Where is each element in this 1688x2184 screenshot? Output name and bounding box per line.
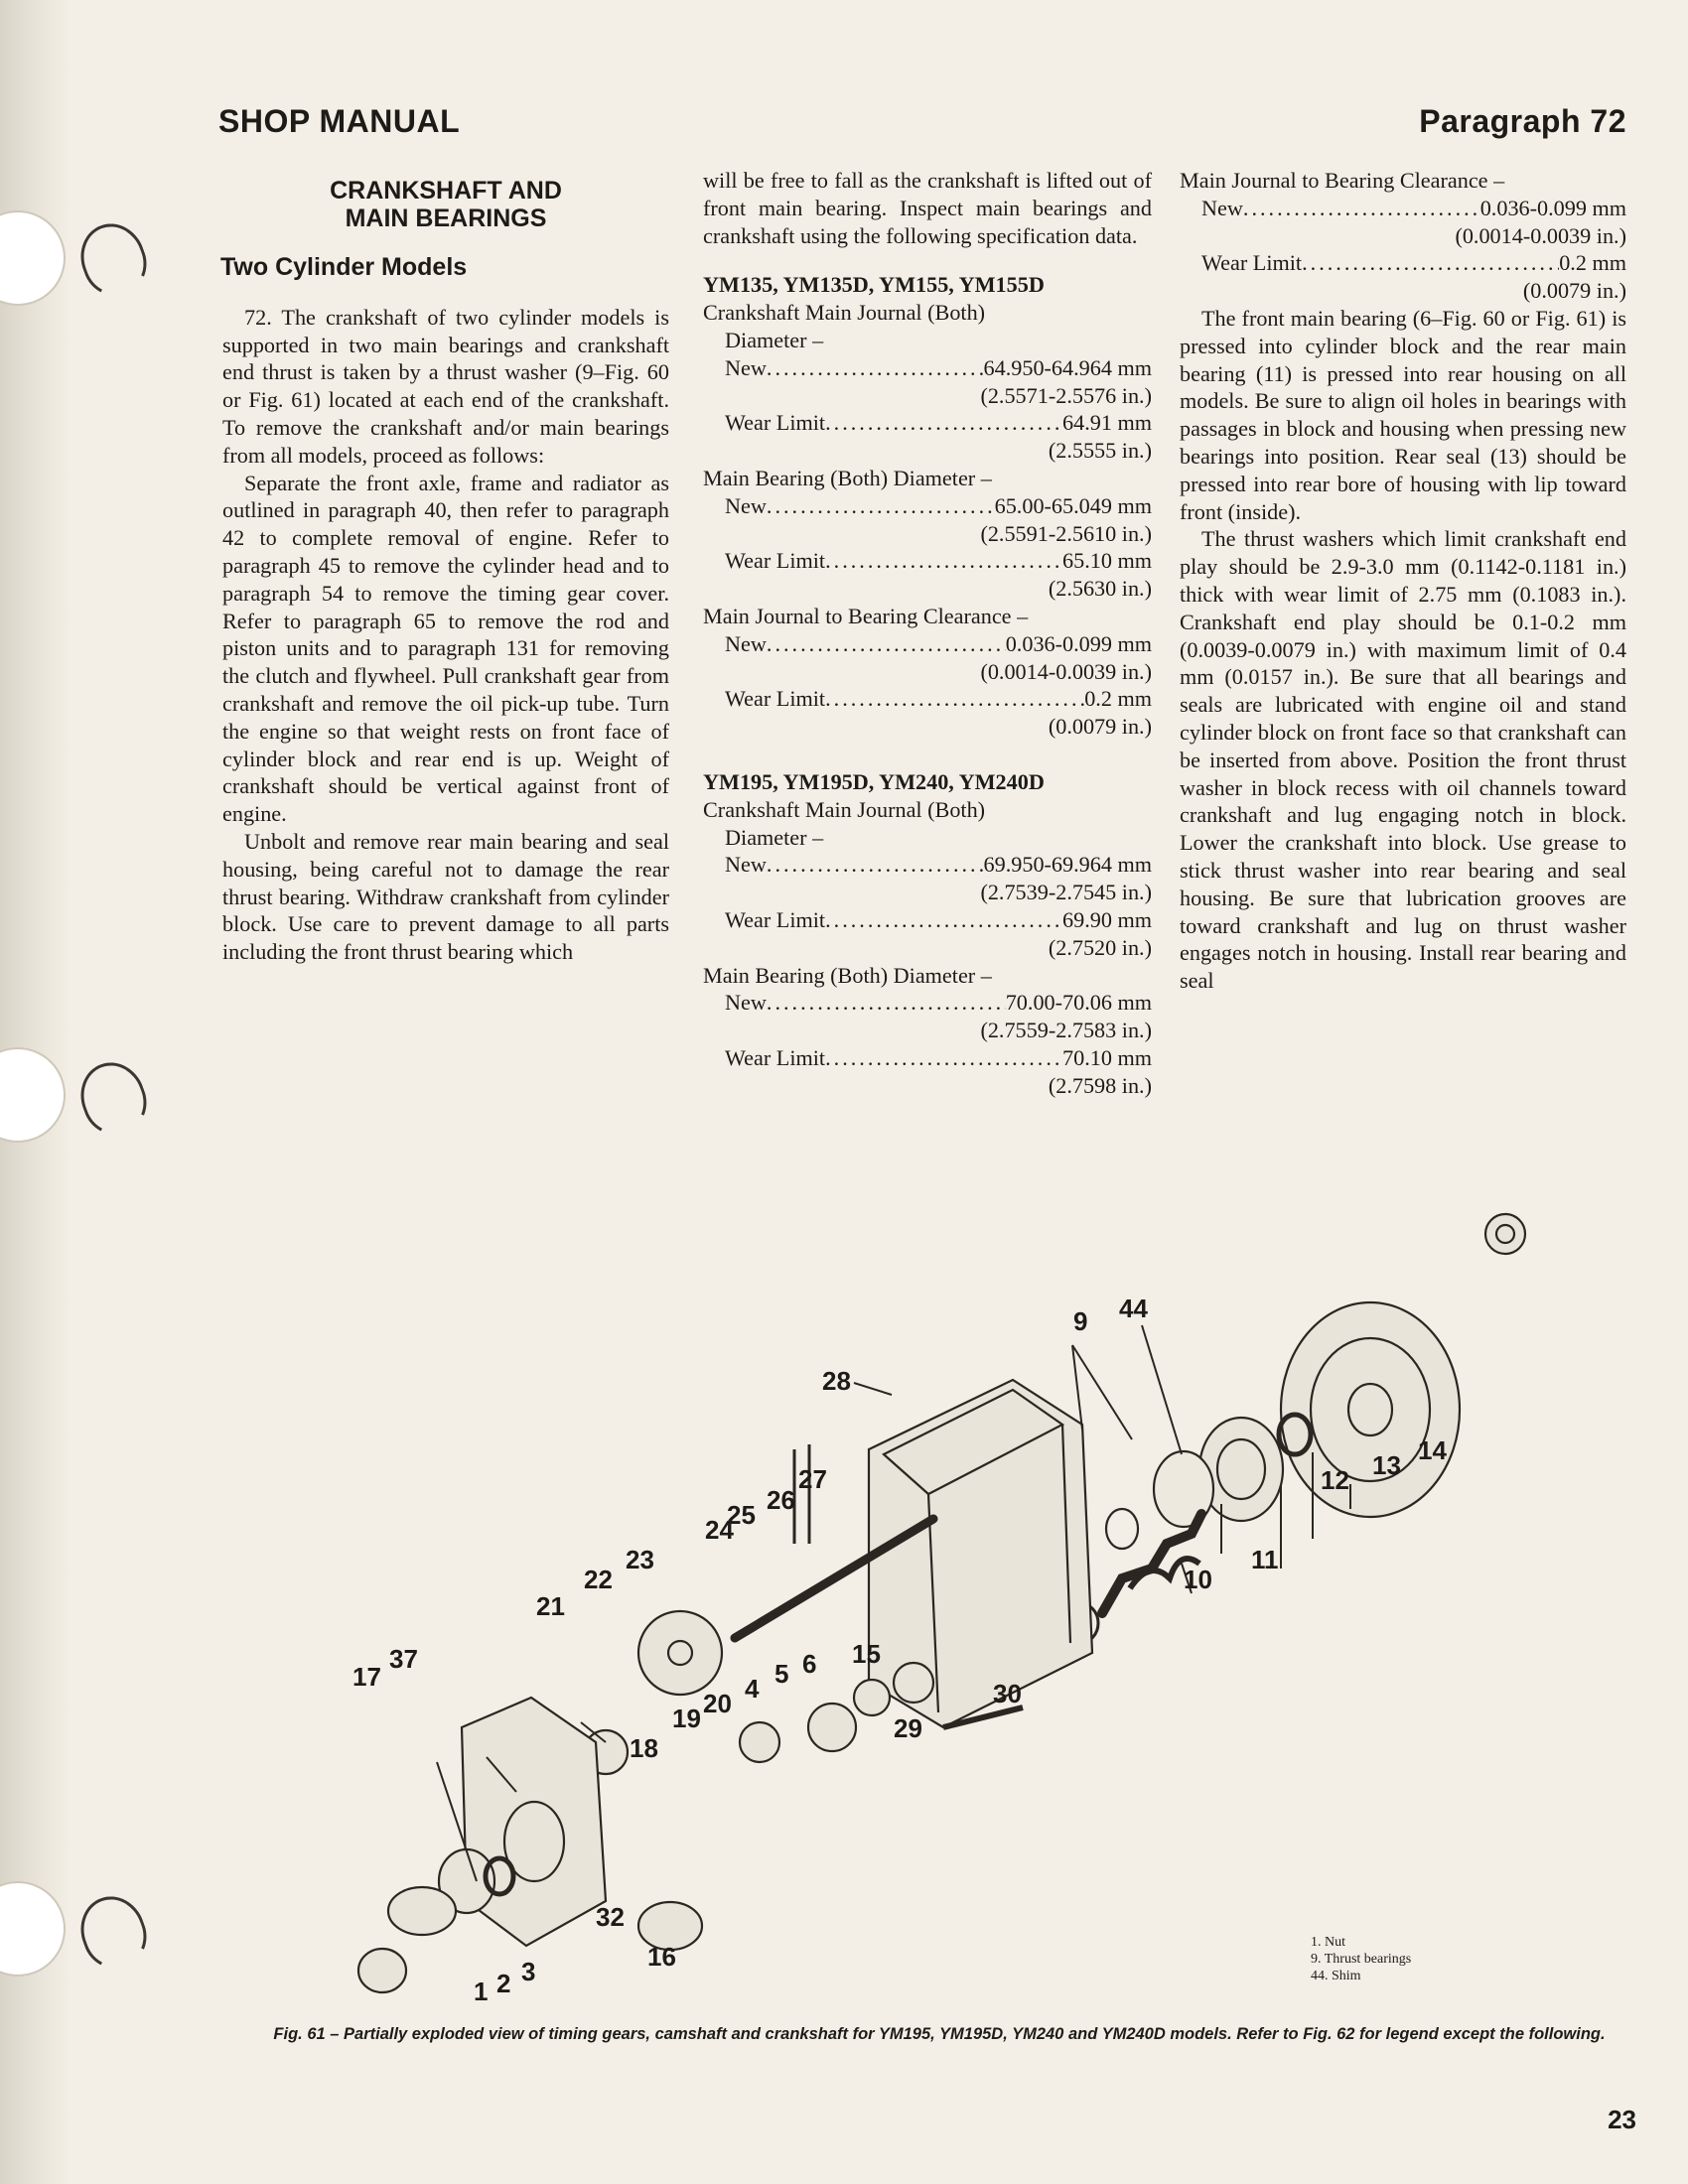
spec-row-label: New (725, 354, 767, 380)
spec-row-label: Wear Limit (725, 1044, 826, 1070)
callout-3: 3 (521, 1957, 536, 1986)
spec-label: Crankshaft Main Journal (Both) (703, 300, 986, 326)
spec-row (1180, 249, 1626, 277)
spec-row (703, 906, 1152, 934)
callout-25: 25 (727, 1500, 756, 1530)
spec-label: Diameter – (725, 327, 824, 352)
spec-row-inches: (2.5571-2.5576 in.) (980, 382, 1152, 408)
spec-model-heading: YM195, YM195D, YM240, YM240D (703, 768, 1045, 794)
callout-21: 21 (536, 1591, 565, 1621)
spec-row-inches: (0.0014-0.0039 in.) (1455, 222, 1626, 248)
spec-row-value: 64.950-64.964 mm (983, 354, 1152, 380)
page-number: 23 (1608, 2105, 1636, 2134)
spec-row-value: 65.00-65.049 mm (994, 492, 1152, 518)
spec-row-value: 0.036-0.099 mm (1479, 195, 1626, 220)
callout-22: 22 (584, 1565, 613, 1594)
hole-reinforcement-mark (71, 1053, 156, 1143)
callout-6: 6 (802, 1649, 817, 1679)
hole-reinforcement-mark (71, 214, 156, 304)
callout-23: 23 (626, 1545, 654, 1574)
spec-row-inches: (2.5591-2.5610 in.) (980, 520, 1152, 546)
section-subtitle: Two Cylinder Models (220, 253, 468, 281)
spec-row (703, 851, 1152, 879)
section-title (222, 177, 669, 232)
paragraph-thrust-washers: The thrust washers which limit crankshaft end play should be 2.9-3.0 mm (0.1142-0.1181 in.) thick with wear limit of 2.75 mm (0.1083 in.). Crankshaft end play should be 0.1-0.2 mm (0.0039-0.0079 in.) with maximum limit of 0.4 mm (0.0157 in.). Be sure that all bearings and seals are lubricated with engine oil and stand cylinder block on front face so that crankshaft can be inserted from above. Position the front thrust washer in block recess with oil channels toward crankshaft and lug engaging notch in block. Lower the crankshaft into block. Use grease to stick thrust washer into rear bearing and seal housing. Be sure that lubrication grooves are toward crankshaft and lug on thrust washer engages notch in housing. Install rear bearing and seal (1180, 526, 1626, 994)
legend-item: 1. Nut (1311, 1935, 1345, 1950)
spec-row-label: New (725, 630, 767, 656)
callout-44: 44 (1119, 1294, 1148, 1323)
spec-row-inches: (2.7598 in.) (1048, 1072, 1152, 1098)
running-header-right: Paragraph 72 (1419, 103, 1626, 139)
column-3 (1180, 167, 1626, 995)
spec-label: Crankshaft Main Journal (Both) (703, 796, 986, 822)
spec-row-label: New (725, 990, 767, 1016)
spec-row-label: Wear Limit (1201, 250, 1303, 276)
spec-row-inches: (2.7539-2.7545 in.) (980, 880, 1152, 905)
spec-row-value: 65.10 mm (1062, 548, 1152, 574)
callout-2: 2 (496, 1969, 511, 1998)
callout-29: 29 (894, 1713, 922, 1743)
flywheel-drawing (1281, 1302, 1460, 1517)
spec-row-inches: (2.7520 in.) (1048, 934, 1152, 960)
callout-27: 27 (798, 1464, 827, 1494)
spec-row-label: New (725, 492, 767, 518)
callout-5: 5 (774, 1659, 789, 1689)
spec-row-label: New (725, 852, 767, 878)
callout-14: 14 (1418, 1435, 1447, 1465)
spec-row-value: 69.950-69.964 mm (983, 852, 1152, 878)
spec-row-inches: (2.5630 in.) (1048, 576, 1152, 602)
spec-row (703, 354, 1152, 382)
spec-row (703, 630, 1152, 658)
paragraph-72-intro: 72. The crankshaft of two cylinder models is supported in two main bearings and crankshaft end thrust is taken by a thrust washer (9–Fig. 60 or Fig. 61) located at each end of the crankshaft. To remove the crankshaft and/or main bearings from all models, proceed as follows: (222, 304, 669, 468)
callout-1: 1 (474, 1977, 489, 2000)
spec-row (703, 989, 1152, 1017)
section-title-line-2: MAIN BEARINGS (345, 205, 547, 232)
callout-20: 20 (703, 1689, 732, 1718)
spec-label: Main Journal to Bearing Clearance – (703, 603, 1029, 628)
spec-label: Main Bearing (Both) Diameter – (703, 962, 992, 988)
legend-item: 44. Shim (1311, 1969, 1361, 1983)
spec-model-heading: YM135, YM135D, YM155, YM155D (703, 272, 1045, 298)
spec-row-value: 0.036-0.099 mm (1005, 630, 1152, 656)
spec-label: Main Bearing (Both) Diameter – (703, 465, 992, 490)
spec-row-value: 70.10 mm (1062, 1044, 1152, 1070)
spec-row (703, 1044, 1152, 1072)
callout-15: 15 (852, 1639, 881, 1669)
exploded-view-diagram (328, 1186, 1579, 2000)
callout-28: 28 (822, 1366, 851, 1396)
callout-10: 10 (1184, 1565, 1212, 1594)
callout-26: 26 (767, 1485, 795, 1515)
figure-legend (1311, 1934, 1411, 1984)
legend-item: 9. Thrust bearings (1311, 1952, 1412, 1967)
column-2 (703, 167, 1152, 1100)
paragraph-bearing-install: The front main bearing (6–Fig. 60 or Fig. 61) is pressed into cylinder block and the rear main bearing (11) is pressed into rear housing on all models. Be sure to align oil holes in bearings with passages in block and housing when pressing new bearings into position. Rear seal (13) should be pressed into rear bore of housing with lip toward front (inside). (1180, 305, 1626, 524)
spec-row-value: 64.91 mm (1062, 410, 1152, 436)
paragraph-rear-housing: Unbolt and remove rear main bearing and seal housing, being careful not to damage the rear thrust bearing. Withdraw crankshaft from cylinder block. Use care to prevent damage to all parts including the front thrust bearing which (222, 828, 669, 965)
gear-cover-drawing (462, 1698, 606, 1946)
spec-row (703, 409, 1152, 437)
callout-19: 19 (672, 1704, 701, 1733)
callout-16: 16 (647, 1942, 676, 1972)
hole-reinforcement-mark (71, 1887, 156, 1977)
callout-12: 12 (1321, 1465, 1349, 1495)
column-1 (222, 169, 669, 966)
paragraph-removal-steps: Separate the front axle, frame and radiator as outlined in paragraph 40, then refer to paragraph 42 to complete removal of engine. Refer to paragraph 45 to remove the cylinder head and to paragraph 54 to remove the timing gear cover. Refer to paragraph 65 to remove the rod and piston units and to paragraph 131 for removing the clutch and flywheel. Pull crankshaft gear from crankshaft and remove the oil pick-up tube. Turn the engine so that weight rests on front face of cylinder block and rear end is up. Weight of crankshaft should be vertical against front of engine. (222, 470, 669, 827)
spec-row-value: 70.00-70.06 mm (1005, 990, 1152, 1016)
callout-13: 13 (1372, 1450, 1401, 1480)
spec-row-inches: (0.0079 in.) (1522, 278, 1626, 304)
callout-24: 24 (705, 1515, 734, 1545)
spec-row (703, 547, 1152, 575)
spec-row (703, 685, 1152, 713)
spec-row-inches: (0.0014-0.0039 in.) (980, 658, 1152, 684)
callout-32: 32 (596, 1902, 625, 1932)
spec-row-label: Wear Limit (725, 906, 826, 932)
paragraph-continued: will be free to fall as the crankshaft is lifted out of front main bearing. Inspect main bearings and crankshaft using the following specification data. (703, 168, 1152, 248)
spec-row-inches: (2.7559-2.7583 in.) (980, 1018, 1152, 1043)
callout-4: 4 (745, 1674, 760, 1704)
callout-9: 9 (1073, 1306, 1088, 1336)
spec-row-label: Wear Limit (725, 410, 826, 436)
callout-11: 11 (1251, 1545, 1279, 1574)
spec-row (1180, 195, 1626, 222)
spec-row-inches: (2.5555 in.) (1048, 438, 1152, 464)
spec-row-value: 69.90 mm (1062, 906, 1152, 932)
callout-18: 18 (630, 1733, 658, 1763)
spec-row-label: New (1201, 195, 1243, 220)
spec-row-value: 0.2 mm (1559, 250, 1626, 276)
spec-row-label: Wear Limit (725, 686, 826, 712)
callout-17: 17 (352, 1662, 381, 1692)
callout-37: 37 (389, 1644, 418, 1674)
spec-row (703, 492, 1152, 520)
running-header-left: SHOP MANUAL (218, 103, 461, 139)
figure-caption: Fig. 61 – Partially exploded view of timing gears, camshaft and crankshaft for YM195, YM195D, YM240 and YM240D models. Refer to Fig. 62 for legend except the following. (273, 2025, 1606, 2043)
callout-30: 30 (993, 1679, 1022, 1708)
spec-row-inches: (0.0079 in.) (1048, 714, 1152, 740)
spec-label: Diameter – (725, 824, 824, 850)
section-title-line-1: CRANKSHAFT AND (330, 177, 562, 205)
spec-row-value: 0.2 mm (1084, 686, 1152, 712)
spec-row-label: Wear Limit (725, 548, 826, 574)
spec-label: Main Journal to Bearing Clearance – (1180, 168, 1505, 193)
